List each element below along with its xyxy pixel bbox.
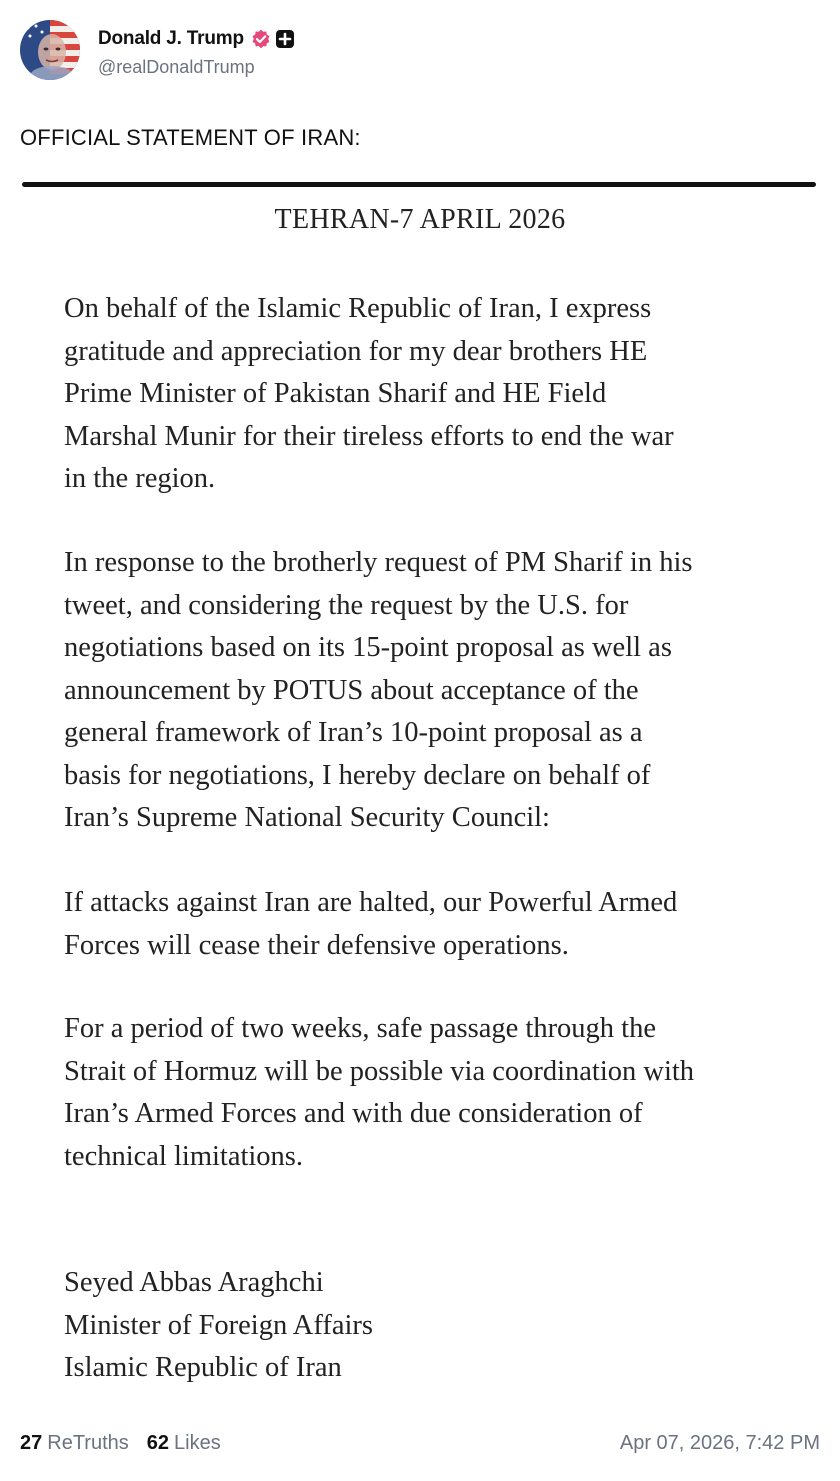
post-timestamp[interactable]: Apr 07, 2026, 7:42 PM bbox=[619, 1431, 820, 1454]
document-paragraph bbox=[64, 542, 804, 840]
document-line: technical limitations. bbox=[64, 1140, 304, 1172]
post-footer bbox=[20, 1427, 820, 1459]
document-line: general framework of Iran’s 10-point proposal as a bbox=[64, 717, 643, 748]
document-line: negotiations based on its 15-point proposal as well as bbox=[64, 632, 672, 663]
avatar[interactable] bbox=[20, 20, 80, 80]
document-line: in the region. bbox=[64, 463, 216, 494]
retruths-stat[interactable] bbox=[20, 1432, 129, 1455]
post-text: OFFICIAL STATEMENT OF IRAN: bbox=[20, 125, 361, 150]
document-line: On behalf of the Islamic Republic of Iran, I express bbox=[64, 293, 652, 324]
likes-label: Likes bbox=[174, 1431, 221, 1454]
document-line: Prime Minister of Pakistan Sharif and HE Field bbox=[64, 378, 607, 409]
document-line: If attacks against Iran are halted, our Powerful Armed bbox=[64, 887, 678, 918]
document-line: announcement by POTUS about acceptance of the bbox=[64, 674, 639, 706]
document-signature bbox=[64, 1262, 804, 1390]
retruths-count: 27 bbox=[20, 1431, 43, 1454]
document-line: For a period of two weeks, safe passage through the bbox=[64, 1013, 657, 1044]
document-line: Iran’s Armed Forces and with due consideration of bbox=[64, 1098, 643, 1129]
document-paragraph bbox=[64, 882, 804, 967]
statement-image[interactable] bbox=[20, 176, 820, 1390]
signature-line: Seyed Abbas Araghchi bbox=[64, 1267, 324, 1298]
user-handle[interactable]: @realDonaldTrump bbox=[98, 57, 255, 77]
document-paragraph bbox=[64, 288, 804, 501]
document-paragraph bbox=[64, 1008, 804, 1178]
likes-count: 62 bbox=[146, 1431, 170, 1454]
document-top-rule bbox=[22, 182, 816, 187]
verified-badge-icon bbox=[251, 29, 271, 49]
document-line: gratitude and appreciation for my dear brothers HE bbox=[64, 335, 648, 367]
document-line: Marshal Munir for their tireless efforts to end the war bbox=[64, 420, 674, 452]
document-line: In response to the brotherly request of PM Sharif in his bbox=[64, 547, 693, 578]
signature-line: Minister of Foreign Affairs bbox=[64, 1309, 373, 1341]
display-name[interactable]: Donald J. Trump bbox=[98, 28, 244, 49]
post-header bbox=[20, 20, 295, 82]
avatar-portrait-icon bbox=[20, 20, 80, 80]
document-line: Forces will cease their defensive operations. bbox=[64, 929, 569, 961]
document-line: Strait of Hormuz will be possible via coordination with bbox=[64, 1055, 695, 1087]
document-line: basis for negotiations, I hereby declare on behalf of bbox=[64, 759, 651, 791]
retruths-label: ReTruths bbox=[47, 1431, 129, 1454]
likes-stat[interactable] bbox=[147, 1432, 221, 1455]
document-line: Iran’s Supreme National Security Council: bbox=[64, 802, 550, 833]
document-dateline: TEHRAN-7 APRIL 2026 bbox=[274, 204, 566, 235]
document-line: tweet, and considering the request by the U.S. for bbox=[64, 589, 629, 621]
plus-square-icon bbox=[275, 29, 295, 49]
signature-line: Islamic Republic of Iran bbox=[64, 1352, 342, 1383]
